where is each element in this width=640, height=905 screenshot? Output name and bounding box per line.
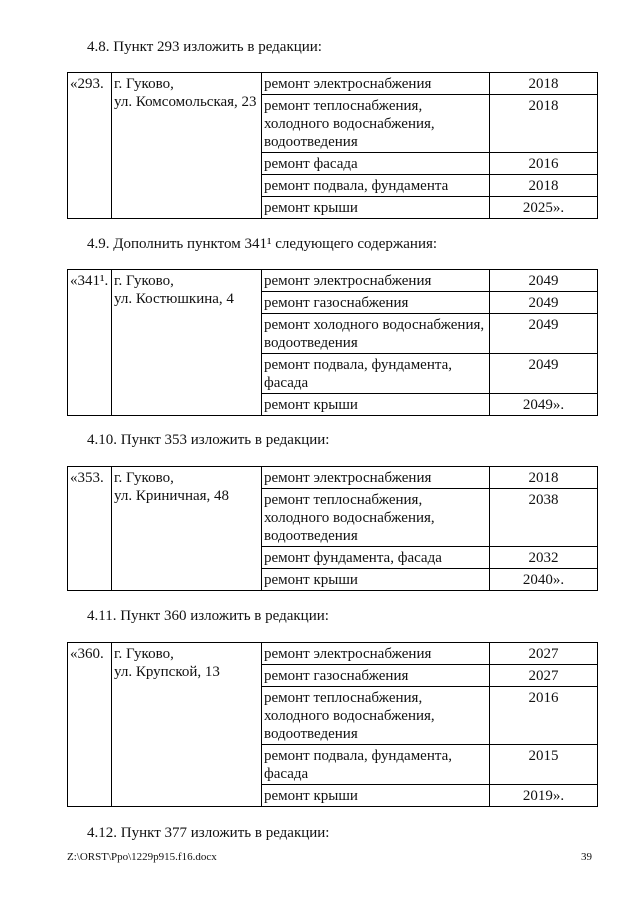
address-city: г. Гуково, <box>114 470 174 486</box>
work-line: ремонт крыши <box>264 397 358 413</box>
table-row <box>68 270 598 292</box>
work-line: ремонт крыши <box>264 200 358 216</box>
work-line: водоотведения <box>264 134 358 150</box>
item-number: «360. <box>70 646 104 662</box>
work-line: ремонт электроснабжения <box>264 76 432 92</box>
address-street: ул. Криничная, 48 <box>114 488 230 504</box>
year-cell: 2018 <box>490 175 598 197</box>
work-cell <box>262 73 490 95</box>
heading-4-8: 4.8. Пункт 293 изложить в редакции: <box>87 39 322 55</box>
work-line: холодного водоснабжения, <box>264 116 435 132</box>
work-cell <box>262 175 490 197</box>
item-number-cell <box>68 467 112 591</box>
work-cell <box>262 354 490 394</box>
work-line: ремонт электроснабжения <box>264 470 432 486</box>
work-line: ремонт подвала, фундамента, <box>264 357 453 373</box>
year-cell: 2025». <box>490 197 598 219</box>
item-number-cell <box>68 643 112 807</box>
work-cell <box>262 785 490 807</box>
item-number-cell <box>68 73 112 219</box>
year-cell: 2027 <box>490 643 598 665</box>
heading-4-11: 4.11. Пункт 360 изложить в редакции: <box>87 608 329 624</box>
year-cell: 2040». <box>490 569 598 591</box>
table-row <box>68 467 598 489</box>
work-line: ремонт подвала, фундамента, <box>264 748 453 764</box>
work-cell <box>262 687 490 745</box>
work-cell <box>262 394 490 416</box>
repair-table-360 <box>67 642 598 807</box>
heading-4-10: 4.10. Пункт 353 изложить в редакции: <box>87 432 330 448</box>
table-row <box>68 643 598 665</box>
work-cell <box>262 569 490 591</box>
work-cell <box>262 643 490 665</box>
year-cell: 2038 <box>490 489 598 547</box>
work-line: фасада <box>264 375 309 391</box>
item-number: «353. <box>70 470 104 486</box>
work-line: ремонт теплоснабжения, <box>264 98 423 114</box>
work-line: ремонт фундамента, фасада <box>264 550 442 566</box>
item-number: «293. <box>70 76 104 92</box>
work-line: холодного водоснабжения, <box>264 708 435 724</box>
work-cell <box>262 547 490 569</box>
work-line: водоотведения <box>264 528 358 544</box>
repair-table-353 <box>67 466 598 591</box>
address-city: г. Гуково, <box>114 76 174 92</box>
address-cell <box>112 643 262 807</box>
work-cell <box>262 270 490 292</box>
work-line: ремонт холодного водоснабжения, <box>264 317 485 333</box>
year-cell: 2027 <box>490 665 598 687</box>
work-line: ремонт теплоснабжения, <box>264 690 423 706</box>
year-cell: 2049». <box>490 394 598 416</box>
work-cell <box>262 745 490 785</box>
heading-4-9: 4.9. Дополнить пунктом 341¹ следующего содержания: <box>87 236 438 252</box>
year-cell: 2049 <box>490 270 598 292</box>
work-cell <box>262 197 490 219</box>
year-cell: 2032 <box>490 547 598 569</box>
work-cell <box>262 489 490 547</box>
address-city: г. Гуково, <box>114 646 174 662</box>
work-line: ремонт подвала, фундамента <box>264 178 449 194</box>
address-street: ул. Крупской, 13 <box>114 664 220 680</box>
work-line: ремонт газоснабжения <box>264 295 409 311</box>
address-city: г. Гуково, <box>114 273 174 289</box>
work-line: холодного водоснабжения, <box>264 510 435 526</box>
work-cell <box>262 292 490 314</box>
item-number: «341¹. <box>70 273 109 289</box>
address-cell <box>112 73 262 219</box>
work-line: водоотведения <box>264 335 358 351</box>
year-cell: 2016 <box>490 687 598 745</box>
address-street: ул. Костюшкина, 4 <box>114 291 234 307</box>
year-cell: 2049 <box>490 354 598 394</box>
work-cell <box>262 314 490 354</box>
heading-4-12: 4.12. Пункт 377 изложить в редакции: <box>87 825 330 841</box>
work-line: ремонт крыши <box>264 572 358 588</box>
year-cell: 2018 <box>490 95 598 153</box>
address-cell <box>112 467 262 591</box>
work-cell <box>262 153 490 175</box>
table-row <box>68 73 598 95</box>
work-line: ремонт теплоснабжения, <box>264 492 423 508</box>
year-cell: 2049 <box>490 292 598 314</box>
address-street: ул. Комсомольская, 23 <box>114 94 257 110</box>
work-line: ремонт крыши <box>264 788 358 804</box>
work-line: водоотведения <box>264 726 358 742</box>
work-line: ремонт электроснабжения <box>264 646 432 662</box>
repair-table-293 <box>67 72 598 219</box>
work-line: ремонт электроснабжения <box>264 273 432 289</box>
work-line: фасада <box>264 766 309 782</box>
footer-file-path: Z:\ORST\Ppo\1229p915.f16.docx <box>67 851 217 863</box>
work-cell <box>262 467 490 489</box>
year-cell: 2018 <box>490 73 598 95</box>
work-cell <box>262 95 490 153</box>
year-cell: 2049 <box>490 314 598 354</box>
work-line: ремонт газоснабжения <box>264 668 409 684</box>
year-cell: 2016 <box>490 153 598 175</box>
year-cell: 2018 <box>490 467 598 489</box>
year-cell: 2019». <box>490 785 598 807</box>
address-cell <box>112 270 262 416</box>
year-cell: 2015 <box>490 745 598 785</box>
item-number-cell <box>68 270 112 416</box>
work-cell <box>262 665 490 687</box>
page-number: 39 <box>581 851 592 863</box>
work-line: ремонт фасада <box>264 156 358 172</box>
repair-table-341-1 <box>67 269 598 416</box>
